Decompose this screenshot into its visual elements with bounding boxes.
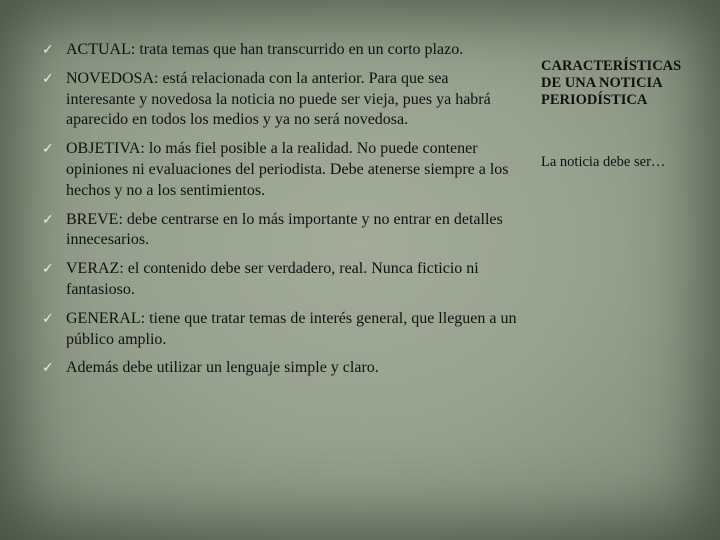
check-icon: ✓ (42, 310, 54, 327)
list-item (42, 40, 517, 61)
list-item (42, 259, 517, 301)
check-icon: ✓ (42, 70, 54, 87)
list-item (42, 210, 517, 252)
bullet-text: Además debe utilizar un lenguaje simple y claro. (66, 359, 379, 377)
bullet-text: VERAZ: el contenido debe ser verdadero, real. Nunca ficticio ni fantasioso. (66, 260, 479, 298)
list-item (42, 139, 517, 201)
bullet-text: ACTUAL: trata temas que han transcurrido en un corto plazo. (66, 41, 464, 58)
bullet-text: OBJETIVA: lo más fiel posible a la realidad. No puede contener opiniones ni evaluaciones del periodista. Debe atenerse siempre a los hechos y no a los sentimientos. (66, 140, 509, 199)
bullet-text: BREVE: debe centrarse en lo más importante y no entrar en detalles innecesarios. (66, 210, 503, 249)
check-icon: ✓ (42, 261, 54, 278)
check-icon: ✓ (42, 141, 54, 158)
slide-subtitle: La noticia debe ser… (541, 154, 666, 170)
check-icon: ✓ (42, 360, 54, 377)
bullet-text: GENERAL: tiene que tratar temas de interés general, que lleguen a un público amplio. (66, 309, 517, 348)
slide-title: CARACTERÍSTICAS DE UNA NOTICIA PERIODÍSTICA (541, 58, 682, 108)
check-icon: ✓ (42, 42, 54, 58)
characteristics-list (42, 40, 517, 387)
side-panel (541, 58, 701, 171)
list-item (42, 309, 517, 351)
check-icon: ✓ (42, 211, 54, 228)
list-item (42, 358, 517, 379)
bullet-text: NOVEDOSA: está relacionada con la anterior. Para que sea interesante y novedosa la noticia no puede ser vieja, pues ya habrá aparecido en todos los medios y ya no será novedosa. (66, 69, 491, 129)
list-item (42, 69, 517, 131)
